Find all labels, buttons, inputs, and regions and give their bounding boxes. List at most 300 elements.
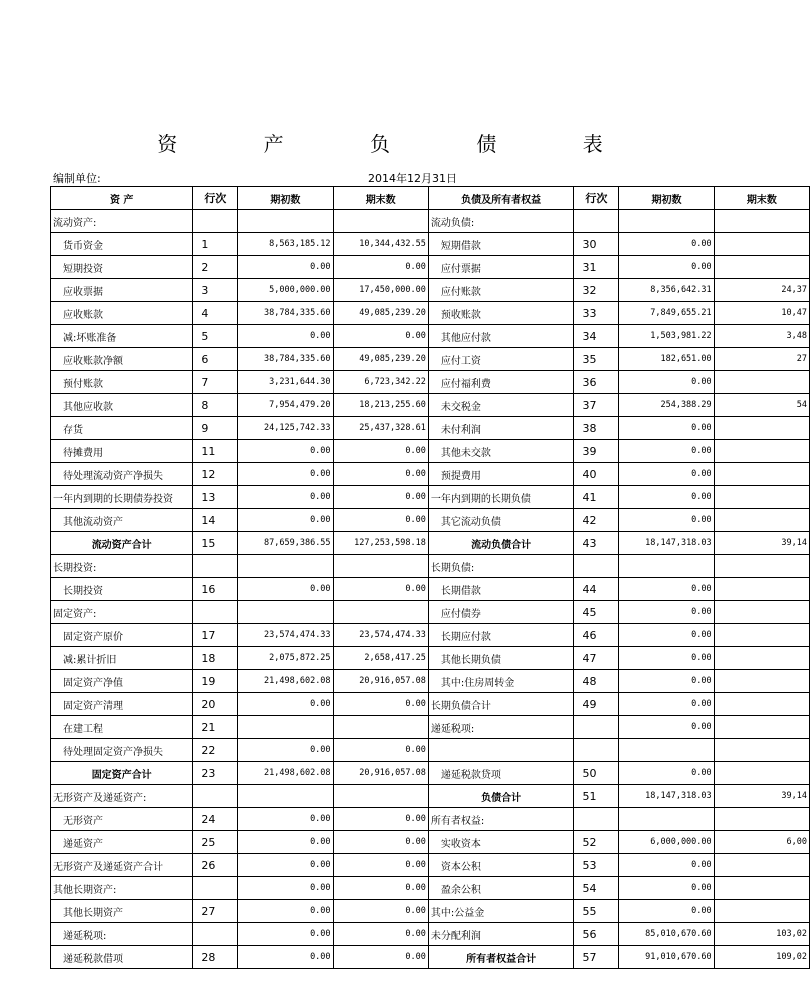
liability-row-no-cell: 34 [574,325,619,348]
asset-end-cell: 2,658,417.25 [333,647,428,670]
liability-end-cell [714,601,809,624]
liability-name-cell: 其他未交款 [428,440,574,463]
asset-row-no-cell: 8 [193,394,238,417]
header-liabilities: 负债及所有者权益 [428,187,574,210]
asset-end-cell: 0.00 [333,509,428,532]
header-row [51,187,810,210]
liability-row-no-cell: 33 [574,302,619,325]
liability-begin-cell: 0.00 [619,762,714,785]
asset-name-cell: 无形资产及递延资产合计 [51,854,193,877]
liability-begin-cell: 0.00 [619,900,714,923]
asset-name-cell: 其他流动资产 [51,509,193,532]
asset-begin-cell [238,785,333,808]
asset-end-cell: 0.00 [333,486,428,509]
liability-begin-cell: 0.00 [619,233,714,256]
report-date: 2014年12月31日 [368,172,457,185]
liability-name-cell: 流动负债: [428,210,574,233]
asset-row-no-cell: 23 [193,762,238,785]
table-row [51,555,810,578]
liability-row-no-cell [574,808,619,831]
asset-name-cell: 固定资产原价 [51,624,193,647]
asset-begin-cell: 21,498,602.08 [238,670,333,693]
table-row [51,279,810,302]
table-body [51,210,810,969]
liability-begin-cell: 0.00 [619,877,714,900]
table-row [51,647,810,670]
liability-begin-cell: 0.00 [619,371,714,394]
table-row [51,601,810,624]
liability-end-cell [714,624,809,647]
liability-begin-cell: 0.00 [619,716,714,739]
asset-row-no-cell: 12 [193,463,238,486]
asset-begin-cell: 0.00 [238,923,333,946]
liability-begin-cell: 85,010,670.60 [619,923,714,946]
asset-row-no-cell: 16 [193,578,238,601]
preparer-unit-label: 编制单位: [53,172,101,185]
asset-name-cell: 应收账款 [51,302,193,325]
asset-name-cell: 其他应收款 [51,394,193,417]
liability-begin-cell: 0.00 [619,578,714,601]
liability-begin-cell: 0.00 [619,854,714,877]
liability-name-cell: 预收账款 [428,302,574,325]
table-row [51,463,810,486]
liability-end-cell [714,670,809,693]
asset-end-cell: 0.00 [333,739,428,762]
asset-begin-cell: 24,125,742.33 [238,417,333,440]
liability-row-no-cell: 56 [574,923,619,946]
liability-name-cell: 短期借款 [428,233,574,256]
liability-row-no-cell: 42 [574,509,619,532]
asset-begin-cell: 0.00 [238,900,333,923]
liability-name-cell: 所有者权益合计 [428,946,574,969]
liability-end-cell [714,210,809,233]
liability-name-cell: 其他长期负债 [428,647,574,670]
liability-row-no-cell: 54 [574,877,619,900]
table-row [51,233,810,256]
liability-name-cell: 其它流动负债 [428,509,574,532]
asset-begin-cell: 0.00 [238,440,333,463]
asset-name-cell: 长期投资 [51,578,193,601]
liability-begin-cell: 18,147,318.03 [619,785,714,808]
table-row [51,785,810,808]
liability-begin-cell: 0.00 [619,486,714,509]
asset-end-cell: 20,916,057.08 [333,670,428,693]
liability-row-no-cell: 44 [574,578,619,601]
table-row [51,578,810,601]
asset-name-cell: 无形资产 [51,808,193,831]
asset-end-cell: 49,085,239.20 [333,302,428,325]
liability-row-no-cell: 46 [574,624,619,647]
liability-name-cell: 长期负债: [428,555,574,578]
asset-end-cell: 18,213,255.60 [333,394,428,417]
asset-end-cell [333,785,428,808]
liability-end-cell: 39,14 [714,785,809,808]
asset-begin-cell: 0.00 [238,854,333,877]
asset-name-cell: 其他长期资产: [51,877,193,900]
liability-row-no-cell: 51 [574,785,619,808]
liability-begin-cell: 0.00 [619,601,714,624]
liability-name-cell: 所有者权益: [428,808,574,831]
asset-begin-cell: 2,075,872.25 [238,647,333,670]
asset-end-cell: 0.00 [333,325,428,348]
table-row [51,394,810,417]
asset-end-cell: 23,574,474.33 [333,624,428,647]
table-row [51,762,810,785]
liability-row-no-cell: 38 [574,417,619,440]
table-row [51,509,810,532]
asset-begin-cell [238,601,333,624]
asset-name-cell: 流动资产: [51,210,193,233]
liability-end-cell: 39,14 [714,532,809,555]
liability-begin-cell: 91,010,670.60 [619,946,714,969]
asset-name-cell: 递延资产 [51,831,193,854]
asset-name-cell: 长期投资: [51,555,193,578]
asset-row-no-cell: 3 [193,279,238,302]
asset-end-cell: 0.00 [333,440,428,463]
liability-end-cell: 103,02 [714,923,809,946]
asset-row-no-cell [193,601,238,624]
asset-row-no-cell: 15 [193,532,238,555]
liability-name-cell: 资本公积 [428,854,574,877]
liability-end-cell [714,256,809,279]
liability-begin-cell: 0.00 [619,509,714,532]
liability-begin-cell: 0.00 [619,624,714,647]
asset-begin-cell: 0.00 [238,693,333,716]
asset-begin-cell: 0.00 [238,509,333,532]
asset-end-cell [333,716,428,739]
liability-name-cell: 长期负债合计 [428,693,574,716]
liability-row-no-cell: 45 [574,601,619,624]
asset-end-cell: 6,723,342.22 [333,371,428,394]
liability-end-cell [714,233,809,256]
asset-row-no-cell [193,555,238,578]
table-row [51,923,810,946]
asset-row-no-cell [193,785,238,808]
asset-row-no-cell: 17 [193,624,238,647]
asset-name-cell: 在建工程 [51,716,193,739]
header-end-2: 期末数 [714,187,809,210]
table-row [51,532,810,555]
liability-row-no-cell [574,716,619,739]
liability-name-cell: 应付账款 [428,279,574,302]
asset-begin-cell [238,716,333,739]
asset-name-cell: 固定资产合计 [51,762,193,785]
asset-row-no-cell: 24 [193,808,238,831]
asset-end-cell: 17,450,000.00 [333,279,428,302]
header-asset: 资 产 [51,187,193,210]
asset-row-no-cell: 19 [193,670,238,693]
liability-row-no-cell: 35 [574,348,619,371]
asset-begin-cell: 7,954,479.20 [238,394,333,417]
table-row [51,440,810,463]
liability-row-no-cell: 41 [574,486,619,509]
asset-begin-cell: 38,784,335.60 [238,348,333,371]
asset-row-no-cell: 2 [193,256,238,279]
asset-name-cell: 待处理流动资产净损失 [51,463,193,486]
asset-row-no-cell: 26 [193,854,238,877]
asset-begin-cell: 0.00 [238,256,333,279]
liability-row-no-cell: 32 [574,279,619,302]
liability-row-no-cell: 53 [574,854,619,877]
asset-name-cell: 固定资产: [51,601,193,624]
asset-begin-cell: 0.00 [238,808,333,831]
asset-begin-cell [238,555,333,578]
liability-end-cell: 54 [714,394,809,417]
asset-end-cell: 49,085,239.20 [333,348,428,371]
liability-name-cell: 长期应付款 [428,624,574,647]
asset-end-cell: 0.00 [333,693,428,716]
table-row [51,302,810,325]
liability-end-cell [714,739,809,762]
liability-end-cell [714,371,809,394]
liability-name-cell: 递延税项: [428,716,574,739]
liability-begin-cell: 182,651.00 [619,348,714,371]
asset-name-cell: 待处理固定资产净损失 [51,739,193,762]
table-row [51,256,810,279]
liability-end-cell [714,555,809,578]
liability-begin-cell [619,739,714,762]
liability-end-cell [714,647,809,670]
asset-row-no-cell: 22 [193,739,238,762]
liability-row-no-cell [574,210,619,233]
liability-name-cell: 盈余公积 [428,877,574,900]
liability-begin-cell: 6,000,000.00 [619,831,714,854]
liability-end-cell: 10,47 [714,302,809,325]
asset-name-cell: 应收账款净额 [51,348,193,371]
liability-row-no-cell: 36 [574,371,619,394]
asset-row-no-cell: 13 [193,486,238,509]
asset-row-no-cell: 4 [193,302,238,325]
asset-begin-cell: 0.00 [238,486,333,509]
liability-begin-cell: 8,356,642.31 [619,279,714,302]
liability-name-cell [428,739,574,762]
liability-begin-cell: 0.00 [619,463,714,486]
asset-begin-cell: 8,563,185.12 [238,233,333,256]
liability-name-cell: 应付债券 [428,601,574,624]
asset-begin-cell: 5,000,000.00 [238,279,333,302]
asset-name-cell: 减:累计折旧 [51,647,193,670]
asset-end-cell: 0.00 [333,923,428,946]
asset-begin-cell: 87,659,386.55 [238,532,333,555]
table-row [51,808,810,831]
asset-end-cell [333,601,428,624]
liability-end-cell [714,762,809,785]
asset-name-cell: 无形资产及递延资产: [51,785,193,808]
asset-row-no-cell [193,210,238,233]
asset-row-no-cell: 20 [193,693,238,716]
table-row [51,946,810,969]
liability-name-cell: 实收资本 [428,831,574,854]
table-row [51,831,810,854]
liability-begin-cell [619,808,714,831]
liability-end-cell [714,417,809,440]
asset-end-cell: 0.00 [333,854,428,877]
asset-row-no-cell: 27 [193,900,238,923]
asset-end-cell [333,210,428,233]
asset-name-cell: 一年内到期的长期债券投资 [51,486,193,509]
asset-row-no-cell: 5 [193,325,238,348]
liability-row-no-cell: 39 [574,440,619,463]
liability-end-cell [714,877,809,900]
table-row [51,348,810,371]
asset-name-cell: 预付账款 [51,371,193,394]
asset-row-no-cell: 7 [193,371,238,394]
liability-end-cell [714,900,809,923]
liability-begin-cell: 0.00 [619,256,714,279]
liability-begin-cell [619,555,714,578]
liability-end-cell [714,509,809,532]
table-row [51,877,810,900]
liability-row-no-cell [574,739,619,762]
liability-begin-cell: 254,388.29 [619,394,714,417]
liability-end-cell [714,693,809,716]
asset-end-cell: 25,437,328.61 [333,417,428,440]
asset-end-cell: 127,253,598.18 [333,532,428,555]
liability-name-cell: 递延税款贷项 [428,762,574,785]
asset-name-cell: 固定资产净值 [51,670,193,693]
liability-end-cell: 24,37 [714,279,809,302]
liability-row-no-cell: 37 [574,394,619,417]
liability-row-no-cell: 40 [574,463,619,486]
liability-name-cell: 应付福利费 [428,371,574,394]
liability-row-no-cell: 48 [574,670,619,693]
asset-row-no-cell: 25 [193,831,238,854]
asset-end-cell: 0.00 [333,463,428,486]
asset-begin-cell: 21,498,602.08 [238,762,333,785]
asset-row-no-cell [193,877,238,900]
table-row [51,716,810,739]
asset-begin-cell: 23,574,474.33 [238,624,333,647]
asset-end-cell: 0.00 [333,808,428,831]
table-row [51,210,810,233]
balance-sheet-table [50,186,810,969]
liability-begin-cell: 0.00 [619,647,714,670]
liability-begin-cell: 1,503,981.22 [619,325,714,348]
liability-name-cell: 其中:住房周转金 [428,670,574,693]
liability-end-cell [714,440,809,463]
liability-end-cell [714,486,809,509]
asset-name-cell: 待摊费用 [51,440,193,463]
asset-end-cell: 0.00 [333,256,428,279]
liability-name-cell: 长期借款 [428,578,574,601]
liability-name-cell: 其他应付款 [428,325,574,348]
liability-row-no-cell: 47 [574,647,619,670]
asset-name-cell: 存货 [51,417,193,440]
asset-row-no-cell: 18 [193,647,238,670]
liability-end-cell [714,463,809,486]
liability-row-no-cell: 49 [574,693,619,716]
header-row-no-2: 行次 [574,187,619,210]
table-row [51,417,810,440]
liability-end-cell: 3,48 [714,325,809,348]
asset-name-cell: 减:坏账准备 [51,325,193,348]
liability-begin-cell: 18,147,318.03 [619,532,714,555]
liability-begin-cell: 0.00 [619,693,714,716]
liability-name-cell: 一年内到期的长期负债 [428,486,574,509]
table-row [51,486,810,509]
asset-begin-cell: 0.00 [238,463,333,486]
asset-row-no-cell: 21 [193,716,238,739]
asset-begin-cell: 0.00 [238,325,333,348]
asset-begin-cell: 38,784,335.60 [238,302,333,325]
asset-end-cell: 0.00 [333,900,428,923]
liability-name-cell: 预提费用 [428,463,574,486]
liability-row-no-cell: 55 [574,900,619,923]
liability-begin-cell: 7,849,655.21 [619,302,714,325]
liability-row-no-cell: 30 [574,233,619,256]
asset-row-no-cell: 11 [193,440,238,463]
table-row [51,739,810,762]
asset-begin-cell: 0.00 [238,946,333,969]
asset-row-no-cell: 14 [193,509,238,532]
liability-name-cell: 应付工资 [428,348,574,371]
liability-row-no-cell [574,555,619,578]
asset-name-cell: 递延税款借项 [51,946,193,969]
asset-begin-cell: 0.00 [238,877,333,900]
asset-begin-cell: 0.00 [238,739,333,762]
liability-name-cell: 流动负债合计 [428,532,574,555]
liability-begin-cell [619,210,714,233]
table-row [51,325,810,348]
table-row [51,371,810,394]
table-row [51,900,810,923]
liability-name-cell: 未交税金 [428,394,574,417]
liability-begin-cell: 0.00 [619,417,714,440]
header-row-no: 行次 [193,187,238,210]
header-begin: 期初数 [238,187,333,210]
liability-row-no-cell: 50 [574,762,619,785]
liability-begin-cell: 0.00 [619,440,714,463]
liability-name-cell: 未分配利润 [428,923,574,946]
asset-name-cell: 货币资金 [51,233,193,256]
liability-name-cell: 应付票据 [428,256,574,279]
liability-begin-cell: 0.00 [619,670,714,693]
asset-end-cell: 0.00 [333,877,428,900]
asset-row-no-cell [193,923,238,946]
asset-name-cell: 递延税项: [51,923,193,946]
header-end: 期末数 [333,187,428,210]
liability-name-cell: 负债合计 [428,785,574,808]
asset-row-no-cell: 28 [193,946,238,969]
asset-end-cell: 0.00 [333,831,428,854]
asset-begin-cell: 3,231,644.30 [238,371,333,394]
table-row [51,624,810,647]
liability-row-no-cell: 57 [574,946,619,969]
asset-end-cell: 0.00 [333,946,428,969]
table-row [51,854,810,877]
liability-row-no-cell: 43 [574,532,619,555]
asset-name-cell: 流动资产合计 [51,532,193,555]
asset-end-cell: 10,344,432.55 [333,233,428,256]
asset-row-no-cell: 6 [193,348,238,371]
asset-name-cell: 短期投资 [51,256,193,279]
header-begin-2: 期初数 [619,187,714,210]
table-row [51,670,810,693]
liability-end-cell: 6,00 [714,831,809,854]
asset-row-no-cell: 9 [193,417,238,440]
liability-end-cell: 27 [714,348,809,371]
liability-name-cell: 未付利润 [428,417,574,440]
asset-begin-cell [238,210,333,233]
asset-end-cell [333,555,428,578]
asset-end-cell: 0.00 [333,578,428,601]
report-title: 资 产 负 债 表 [157,132,643,156]
asset-end-cell: 20,916,057.08 [333,762,428,785]
liability-end-cell [714,578,809,601]
liability-end-cell [714,716,809,739]
liability-row-no-cell: 31 [574,256,619,279]
liability-end-cell: 109,02 [714,946,809,969]
